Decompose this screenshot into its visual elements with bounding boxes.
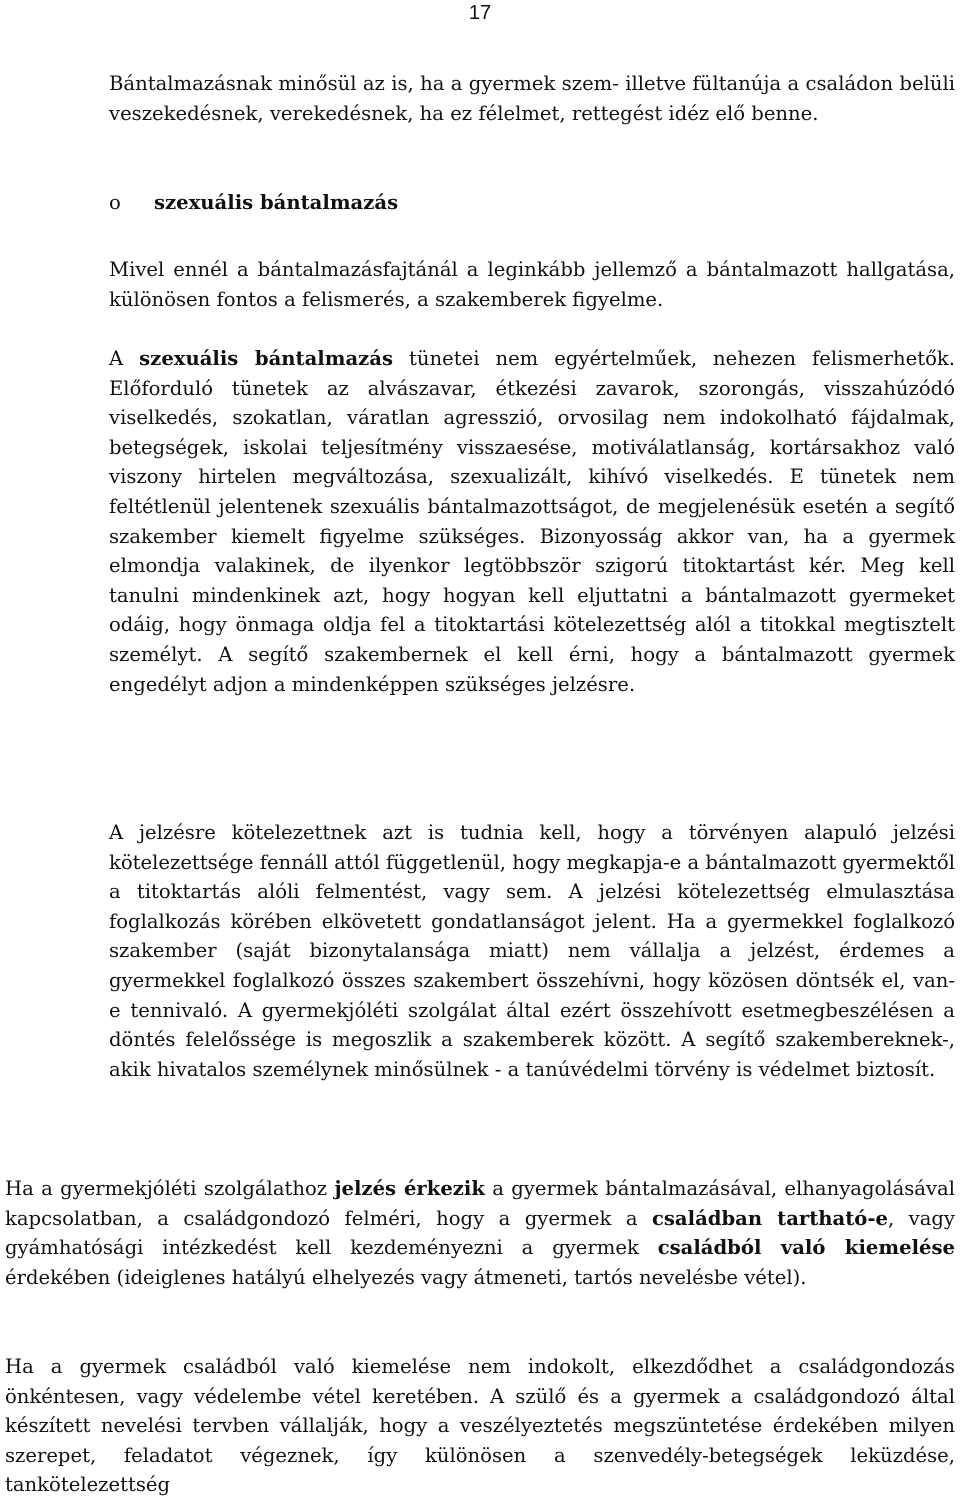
list-bullet: o — [109, 191, 121, 214]
paragraph-signal-text-4: érdekében (ideiglenes hatályú elhelyezés vagy átmeneti, tartós nevelésbe vétel). — [5, 1265, 807, 1289]
emphasis-removal-from-family: családból való kiemelése — [657, 1236, 955, 1260]
paragraph-signal-text-3: , vagy gyámhatósági intézkedést kell kezdeményezni a gyermek — [5, 1206, 956, 1260]
paragraph-reporting-obligation: A jelzésre kötelezettnek azt is tudnia kell, hogy a törvényen alapuló jelzési kötelezettsége fennáll attól függetlenül, hogy megkapja-e a bántalmazott gyermektől a titoktartás alóli felmentést, vagy sem. A jelzési kötelezettség elmulasztása foglalkozás körében elkövetett gondatlanságot jelent. Ha a gyermekkel foglalkozó szakember (saját bizonytalansága miatt) nem vállalja a jelzést, érdemes a gyermekkel foglalkozó összes szakembert összehívni, hogy közösen döntsék el, van-e tennivaló. A gyermekjóléti szolgálat által ezért összehívott esetmegbeszélésen a döntés felelőssége is megoszlik a szakemberek között. A segítő szakembereknek-, akik hivatalos személynek minősülnek - a tanúvédelmi törvény is védelmet biztosít. — [109, 821, 955, 1081]
paragraph-symptoms — [109, 344, 955, 699]
paragraph-signal-text-2: a gyermek bántalmazásával, elhanyagolásával kapcsolatban, a családgondozó felméri, hogy a gyermek a — [5, 1177, 955, 1230]
emphasis-sexual-abuse: szexuális bántalmazás — [139, 347, 394, 370]
section-heading-sexual-abuse — [109, 188, 955, 218]
emphasis-signal-received: jelzés érkezik — [334, 1177, 485, 1200]
paragraph-signal-text-1: Ha a gyermekjóléti szolgálathoz — [5, 1177, 335, 1200]
paragraph-witness-abuse: Bántalmazásnak minősül az is, ha a gyermek szem- illetve fültanúja a családon belüli veszekedésnek, verekedésnek, ha ez félelmet, rettegést idéz elő benne. — [109, 72, 955, 125]
paragraph-symptoms-lead: A — [109, 347, 140, 370]
paragraph-symptoms-body: tünetei nem egyértelműek, nehezen felismerhetők. Előforduló tünetek az alvászavar, étkezési zavarok, szorongás, visszahúzódó viselkedés, szokatlan, váratlan agresszió, orvosilag nem indokolható fájdalmak, betegségek, iskolai teljesítmény visszaesése, motiválatlanság, kortársakhoz való viszony hirtelen megváltozása, szexualizált, kihívó viselkedés. E tünetek nem feltétlenül jelentenek szexuális bántalmazottságot, de megjelenésük esetén a segítő szakember kiemelt figyelme szükséges. Bizonyosság akkor van, ha a gyermek elmondja valakinek, de ilyenkor legtöbbször szigorú titoktartást kér. Meg kell tanulni mindenkinek azt, hogy hogyan kell eljuttatni a bántalmazott gyermeket odáig, hogy önmaga oldja fel a titoktartási kötelezettség alól a titokkal megtisztelt személyt. A segítő szakembernek el kell érni, hogy a bántalmazott gyermek engedélyt adjon a mindenképpen szükséges jelzésre. — [109, 347, 955, 696]
emphasis-keep-in-family: családban tartható-e — [651, 1206, 888, 1230]
paragraph-family-care: Ha a gyermek családból való kiemelése nem indokolt, elkezdődhet a családgondozás önkéntesen, vagy védelembe vétel keretében. A szülő és a gyermek a családgondozó által készített nevelési tervben vállalják, hogy a veszélyeztetés megszüntetése érdekében milyen szerepet, feladatot végeznek, így különösen a szenvedély-betegségek leküzdése, tankötelezettség — [5, 1355, 955, 1497]
paragraph-recognition: Mivel ennél a bántalmazásfajtánál a leginkább jellemző a bántalmazott hallgatása, különösen fontos a felismerés, a szakemberek figyelme. — [109, 258, 955, 311]
page-number: 17 — [468, 2, 492, 24]
paragraph-child-welfare-signal — [5, 1174, 955, 1292]
section-heading-title: szexuális bántalmazás — [154, 191, 399, 214]
